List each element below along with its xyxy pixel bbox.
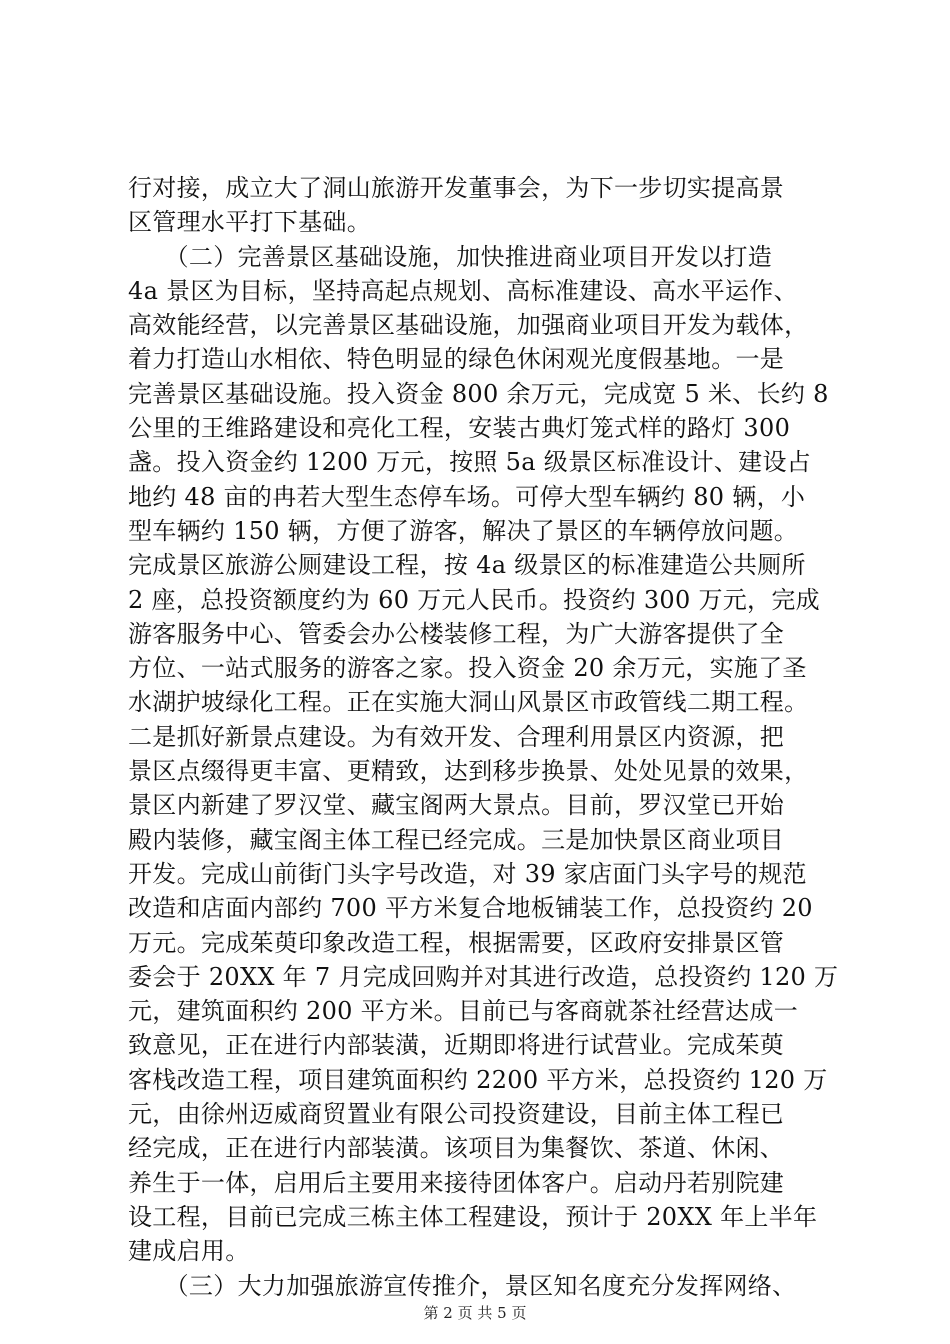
page-footer: 第 2 页 共 5 页	[423, 1304, 527, 1322]
text-line: 客栈改造工程，项目建筑面积约 2200 平方米，总投资约 120 万	[128, 1065, 828, 1094]
text-line: 水湖护坡绿化工程。正在实施大洞山风景区市政管线二期工程。	[128, 688, 809, 717]
text-line: 游客服务中心、管委会办公楼装修工程，为广大游客提供了全	[128, 619, 785, 648]
text-line: 经完成，正在进行内部装潢。该项目为集餐饮、茶道、休闲、	[128, 1134, 785, 1163]
text-line: 元，由徐州迈威商贸置业有限公司投资建设，目前主体工程已	[128, 1100, 785, 1129]
text-line: 区管理水平打下基础。	[128, 208, 371, 237]
text-line: （二）完善景区基础设施，加快推进商业项目开发以打造	[128, 242, 773, 271]
text-line: （三）大力加强旅游宣传推介，景区知名度充分发挥网络、	[128, 1271, 797, 1300]
document-body	[128, 171, 839, 1303]
text-line: 型车辆约 150 辆，方便了游客，解决了景区的车辆停放问题。	[128, 516, 799, 545]
text-line: 2 座，总投资额度约为 60 万元人民币。投资约 300 万元，完成	[128, 585, 820, 614]
text-line: 完善景区基础设施。投入资金 800 余万元，完成宽 5 米、长约 8	[128, 379, 829, 408]
text-line: 景区点缀得更丰富、更精致，达到移步换景、处处见景的效果，	[128, 757, 809, 786]
text-line: 二是抓好新景点建设。为有效开发、合理利用景区内资源，把	[128, 722, 785, 751]
text-line: 景区内新建了罗汉堂、藏宝阁两大景点。目前，罗汉堂已开始	[128, 791, 785, 820]
text-line: 完成景区旅游公厕建设工程，按 4a 级景区的标准建造公共厕所	[128, 551, 806, 580]
text-line: 高效能经营，以完善景区基础设施，加强商业项目开发为载体，	[128, 311, 809, 340]
text-line: 开发。完成山前街门头字号改造，对 39 家店面门头字号的规范	[128, 859, 807, 888]
text-line: 着力打造山水相依、特色明显的绿色休闲观光度假基地。一是	[128, 345, 785, 374]
text-line: 元，建筑面积约 200 平方米。目前已与客商就茶社经营达成一	[128, 997, 799, 1026]
text-line: 行对接，成立大了洞山旅游开发董事会，为下一步切实提高景	[128, 174, 785, 202]
text-line: 殿内装修，藏宝阁主体工程已经完成。三是加快景区商业项目	[128, 825, 785, 854]
text-line: 建成启用。	[128, 1237, 250, 1266]
text-line: 设工程，目前已完成三栋主体工程建设，预计于 20XX 年上半年	[128, 1202, 818, 1231]
text-line: 地约 48 亩的冉若大型生态停车场。可停大型车辆约 80 辆，小	[128, 482, 806, 511]
text-line: 盏。投入资金约 1200 万元，按照 5a 级景区标准设计、建设占	[128, 448, 812, 477]
text-line: 养生于一体，启用后主要用来接待团体客户。启动丹若别院建	[128, 1168, 785, 1197]
text-line: 方位、一站式服务的游客之家。投入资金 20 余万元，实施了圣	[128, 654, 807, 683]
text-line: 改造和店面内部约 700 平方米复合地板铺装工作，总投资约 20	[128, 894, 813, 923]
text-line: 4a 景区为目标，坚持高起点规划、高标准建设、高水平运作、	[128, 276, 798, 305]
text-line: 委会于 20XX 年 7 月完成回购并对其进行改造，总投资约 120 万	[128, 962, 839, 991]
text-line: 万元。完成茱萸印象改造工程，根据需要，区政府安排景区管	[128, 928, 785, 957]
text-line: 致意见，正在进行内部装潢，近期即将进行试营业。完成茱萸	[128, 1031, 785, 1060]
text-line: 公里的王维路建设和亮化工程，安装古典灯笼式样的路灯 300	[128, 414, 791, 443]
